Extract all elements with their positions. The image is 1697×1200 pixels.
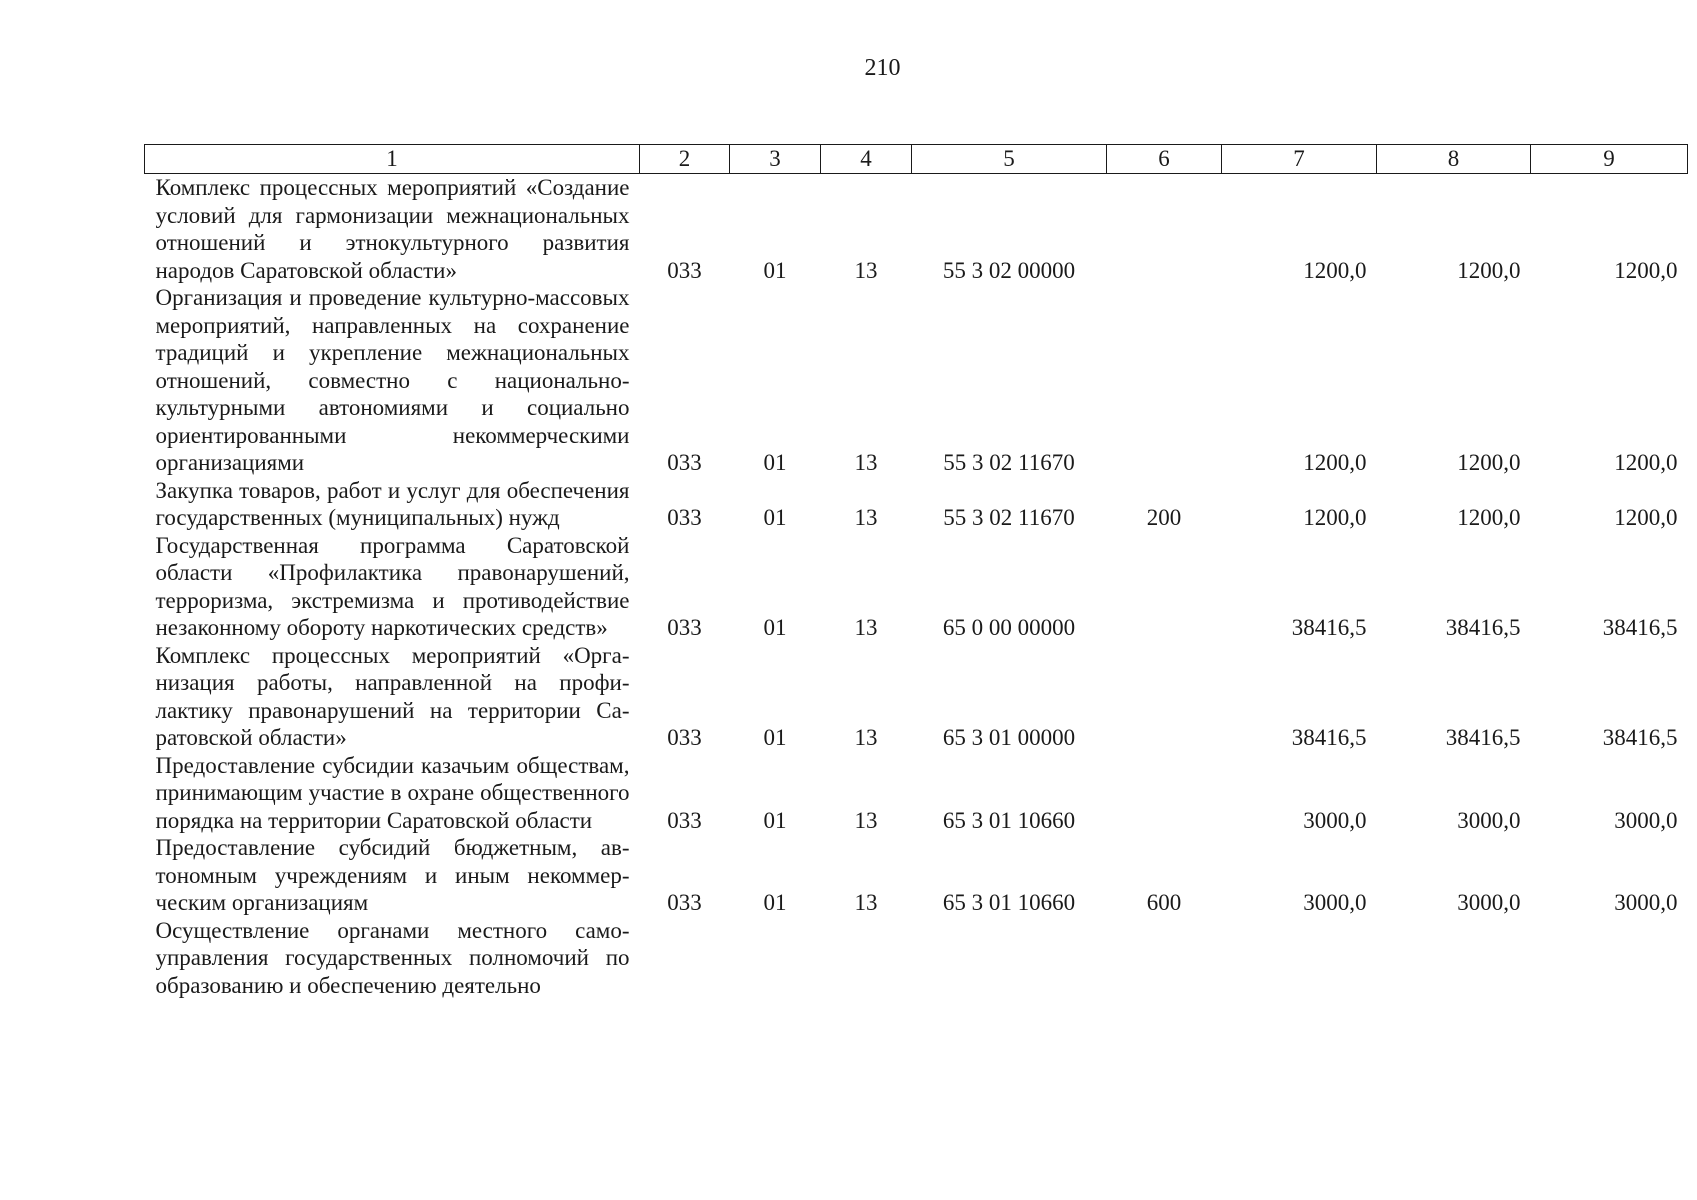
- ministry-code: 033: [667, 725, 702, 750]
- section-code: 01: [763, 257, 787, 283]
- column-header-1: 1: [145, 145, 640, 174]
- section-code: 01: [763, 725, 787, 750]
- expense-type-code: [1107, 917, 1222, 1000]
- expense-type-code: 600: [1146, 890, 1182, 915]
- target-article-code: 65 3 01 00000: [942, 725, 1076, 750]
- table-row: [145, 477, 1688, 532]
- column-header-5: 5: [912, 145, 1107, 174]
- subsection-code: 13: [854, 505, 878, 530]
- section-code: 01: [763, 890, 787, 915]
- amount-col-9: 38416,5: [1602, 725, 1678, 750]
- table-row: [145, 532, 1688, 642]
- column-header-8: 8: [1377, 145, 1531, 174]
- amount-col-7: 1200,0: [1303, 505, 1367, 530]
- amount-col-9: [1531, 917, 1688, 1000]
- item-name: Комплекс процессных мероприятий «Организация работы, направленной на профилактику правонарушений на территории Саратовской области»: [155, 642, 630, 750]
- amount-col-8: 1200,0: [1457, 257, 1521, 283]
- table-row: [145, 752, 1688, 835]
- column-header-9: 9: [1531, 145, 1688, 174]
- item-name: Государственная программа Саратовской области «Профилактика правонарушений, терроризма, экстремизма и противодействие незаконному обороту наркотических средств»: [155, 532, 630, 640]
- amount-col-8: 1200,0: [1457, 505, 1521, 530]
- amount-col-8: 38416,5: [1445, 725, 1521, 750]
- ministry-code: 033: [667, 450, 702, 475]
- subsection-code: 13: [854, 890, 878, 915]
- subsection-code: [821, 917, 912, 1000]
- item-name: Комплекс процессных мероприятий «Создание условий для гармонизации межнациональных отношений и этнокультурного развития народов Саратовской области»: [155, 175, 630, 283]
- ministry-code: 033: [667, 807, 702, 833]
- target-article-code: 55 3 02 11670: [943, 505, 1075, 530]
- amount-col-8: [1377, 917, 1531, 1000]
- amount-col-8: 3000,0: [1457, 807, 1521, 833]
- section-code: 01: [763, 505, 787, 530]
- subsection-code: 13: [854, 257, 878, 283]
- ministry-code: 033: [667, 615, 702, 640]
- item-name: Закупка товаров, работ и услуг для обеспечения государственных (муниципальных) нужд: [155, 477, 630, 530]
- subsection-code: 13: [854, 450, 878, 475]
- section-code: 01: [763, 615, 787, 640]
- amount-col-9: 38416,5: [1602, 615, 1678, 640]
- amount-col-7: 1200,0: [1303, 450, 1367, 475]
- expense-type-code: [1107, 532, 1222, 642]
- section-code: 01: [763, 450, 787, 475]
- ministry-code: 033: [667, 890, 702, 915]
- expense-type-code: [1107, 174, 1222, 285]
- column-header-6: 6: [1107, 145, 1222, 174]
- table-row: [145, 834, 1688, 917]
- subsection-code: 13: [854, 725, 878, 750]
- budget-table: [144, 144, 1688, 999]
- amount-col-8: 1200,0: [1457, 450, 1521, 475]
- subsection-code: 13: [854, 615, 878, 640]
- ministry-code: [640, 917, 730, 1000]
- table-row: [145, 284, 1688, 477]
- column-header-3: 3: [730, 145, 821, 174]
- target-article-code: [912, 917, 1107, 1000]
- page-number: 210: [864, 55, 901, 81]
- item-name: Предоставление субсидии казачьим обществам, принимающим участие в охране общественного порядка на территории Саратовской области: [155, 752, 630, 833]
- amount-col-7: 38416,5: [1291, 725, 1367, 750]
- item-name: Организация и проведение культурно-массовых мероприятий, направленных на сохранение традиций и укрепление межнациональных отношений, совместно с национально-культурными автономиями и социально ориентированными некоммерческими организациями: [155, 285, 630, 475]
- expense-type-code: [1107, 284, 1222, 477]
- column-header-7: 7: [1222, 145, 1377, 174]
- item-name: Предоставление субсидий бюджетным, автономным учреждениям и иным некоммерческим организациям: [155, 835, 630, 915]
- amount-col-7: 3000,0: [1303, 890, 1367, 915]
- target-article-code: 55 3 02 00000: [942, 257, 1076, 283]
- table-row: [145, 917, 1688, 1000]
- section-code: 01: [763, 807, 787, 833]
- expense-type-code: [1107, 642, 1222, 752]
- section-code: [730, 917, 821, 1000]
- amount-col-9: 3000,0: [1614, 807, 1678, 833]
- table-row: [145, 642, 1688, 752]
- table-row: [145, 174, 1688, 285]
- target-article-code: 65 3 01 10660: [942, 890, 1076, 915]
- item-name: Осуществление органами местного самоуправления государственных полномочий по образованию и обеспечению деятельно: [155, 917, 630, 998]
- amount-col-9: 3000,0: [1614, 890, 1678, 915]
- amount-col-8: 38416,5: [1445, 615, 1521, 640]
- target-article-code: 55 3 02 11670: [943, 450, 1075, 475]
- target-article-code: 65 3 01 10660: [942, 807, 1076, 833]
- amount-col-7: 38416,5: [1291, 615, 1367, 640]
- expense-type-code: 200: [1146, 505, 1182, 530]
- expense-type-code: [1107, 752, 1222, 835]
- amount-col-9: 1200,0: [1614, 505, 1678, 530]
- column-header-2: 2: [640, 145, 730, 174]
- target-article-code: 65 0 00 00000: [942, 615, 1076, 640]
- amount-col-7: 1200,0: [1303, 257, 1367, 283]
- amount-col-8: 3000,0: [1457, 890, 1521, 915]
- subsection-code: 13: [854, 807, 878, 833]
- amount-col-7: 3000,0: [1303, 807, 1367, 833]
- column-number-header-row: [145, 145, 1688, 174]
- amount-col-9: 1200,0: [1614, 257, 1678, 283]
- amount-col-9: 1200,0: [1614, 450, 1678, 475]
- ministry-code: 033: [667, 505, 702, 530]
- column-header-4: 4: [821, 145, 912, 174]
- ministry-code: 033: [667, 257, 702, 283]
- amount-col-7: [1222, 917, 1377, 1000]
